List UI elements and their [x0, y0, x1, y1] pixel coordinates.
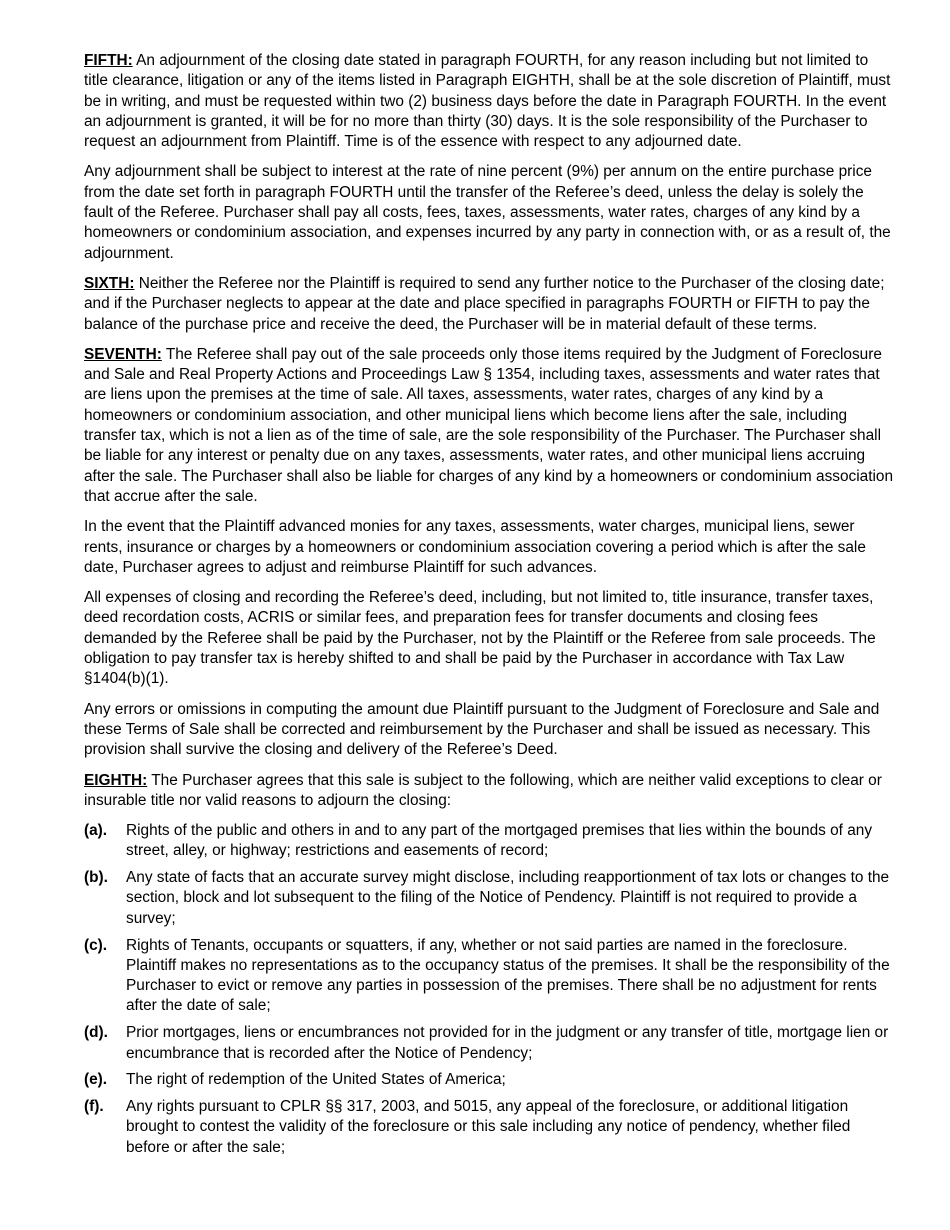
paragraph-adjournment-interest: Any adjournment shall be subject to interest at the rate of nine percent (9%) per annum on the entire purchase price from the date set forth in paragraph FOURTH until the transfer of the Referee’s deed, unless the delay is solely the fault of the Referee. Purchaser shall pay all costs, fees, taxes, assessments, water rates, charges of any kind by a homeowners or condominium association, and expenses incurred by any party in connection with, or as a result of, the adjournment. — [84, 163, 891, 262]
list-item-d — [84, 1023, 894, 1064]
list-text: Prior mortgages, liens or encumbrances not provided for in the judgment or any transfer of title, mortgage lien or encumbrance that is recorded after the Notice of Pendency; — [126, 1024, 889, 1062]
heading-seventh: SEVENTH: — [84, 345, 162, 363]
paragraph-fifth-text: An adjournment of the closing date stated in paragraph FOURTH, for any reason including but not limited to title clearance, litigation or any of the items listed in Paragraph EIGHTH, shall be at the sole discretion of Plaintiff, must be in writing, and must be requested within two (2) business days before the date in Paragraph FOURTH. In the event an adjournment is granted, it will be for no more than thirty (30) days. It is the sole responsibility of the Purchaser to request an adjournment from Plaintiff. Time is of the essence with respect to any adjourned date. — [84, 52, 891, 151]
list-text: Rights of Tenants, occupants or squatters, if any, whether or not said parties are named in the foreclosure. Plaintiff makes no representations as to the occupancy status of the premises. It shall be the responsibility of the Purchaser to evict or remove any parties in possession of the premises. There shall be no adjustment for rents after the date of sale; — [126, 936, 890, 1015]
heading-sixth: SIXTH: — [84, 274, 135, 292]
list-label: (d). — [84, 1024, 108, 1042]
list-item-a — [84, 821, 894, 862]
paragraph-closing-expenses: All expenses of closing and recording the Referee’s deed, including, but not limited to, title insurance, transfer taxes, deed recordation costs, ACRIS or similar fees, and preparation fees for transfer documents and closing fees demanded by the Referee shall be paid by the Purchaser, not by the Plaintiff or the Referee from sale proceeds. The obligation to pay transfer tax is hereby shifted to and shall be paid by the Purchaser in accordance with Tax Law §1404(b)(1). — [84, 589, 876, 688]
list-label: (a). — [84, 822, 108, 840]
paragraph-seventh — [84, 345, 894, 507]
list-text: Any rights pursuant to CPLR §§ 317, 2003, and 5015, any appeal of the foreclosure, or additional litigation brought to contest the validity of the foreclosure or this sale including any notice of pendency, whether filed before or after the sale; — [126, 1098, 851, 1156]
heading-fifth: FIFTH: — [84, 52, 133, 69]
exceptions-list — [84, 821, 894, 1158]
list-item-e — [84, 1070, 894, 1090]
list-item-f — [84, 1097, 894, 1158]
paragraph-fifth — [84, 51, 894, 152]
paragraph-seventh-text: The Referee shall pay out of the sale proceeds only those items required by the Judgment of Foreclosure and Sale and Real Property Actions and Proceedings Law § 1354, including taxes, assessments and water rates that are liens upon the premises at the time of sale. All taxes, assessments, water rates, charges of any kind by a homeowners or condominium association, and other municipal liens which become liens after the sale, including transfer tax, which is not a lien as of the time of sale, are the sole responsibility of the Purchaser. The Purchaser shall be liable for any interest or penalty due on any taxes, assessments, water rates, and other municipal liens accruing after the sale. The Purchaser shall also be liable for charges of any kind by a homeowners or condominium association that accrue after the sale. — [84, 345, 894, 505]
paragraph-advances: In the event that the Plaintiff advanced monies for any taxes, assessments, water charges, municipal liens, sewer rents, insurance or charges by a homeowners or condominium association covering a period which is after the sale date, Purchaser agrees to adjust and reimburse Plaintiff for such advances. — [84, 518, 866, 576]
paragraph-eighth — [84, 771, 894, 812]
list-label: (c). — [84, 936, 108, 954]
paragraph-eighth-text: The Purchaser agrees that this sale is subject to the following, which are neither valid exceptions to clear or insurable title nor valid reasons to adjourn the closing: — [84, 771, 882, 809]
list-label: (b). — [84, 869, 108, 887]
list-label: (e). — [84, 1071, 108, 1089]
list-item-c — [84, 936, 894, 1017]
list-item-b — [84, 868, 894, 929]
list-text: The right of redemption of the United States of America; — [126, 1071, 506, 1089]
paragraph-sixth-text: Neither the Referee nor the Plaintiff is required to send any further notice to the Purchaser of the closing date; and if the Purchaser neglects to appear at the date and place specified in paragraphs FOURTH or FIFTH to pay the balance of the purchase price and receive the deed, the Purchaser will be in material default of these terms. — [84, 274, 885, 333]
list-text: Any state of facts that an accurate survey might disclose, including reapportionment of tax lots or changes to the section, block and lot subsequent to the filing of the Notice of Pendency. Plaintiff is not required to provide a survey; — [126, 869, 890, 927]
list-label: (f). — [84, 1098, 104, 1116]
paragraph-sixth — [84, 274, 894, 335]
list-text: Rights of the public and others in and to any part of the mortgaged premises that lies within the bounds of any street, alley, or highway; restrictions and easements of record; — [126, 822, 873, 860]
paragraph-errors: Any errors or omissions in computing the amount due Plaintiff pursuant to the Judgment of Foreclosure and Sale and these Terms of Sale shall be corrected and reimbursement by the Purchaser and shall be issued as necessary. This provision shall survive the closing and delivery of the Referee’s Deed. — [84, 700, 880, 759]
heading-eighth: EIGHTH: — [84, 771, 148, 789]
